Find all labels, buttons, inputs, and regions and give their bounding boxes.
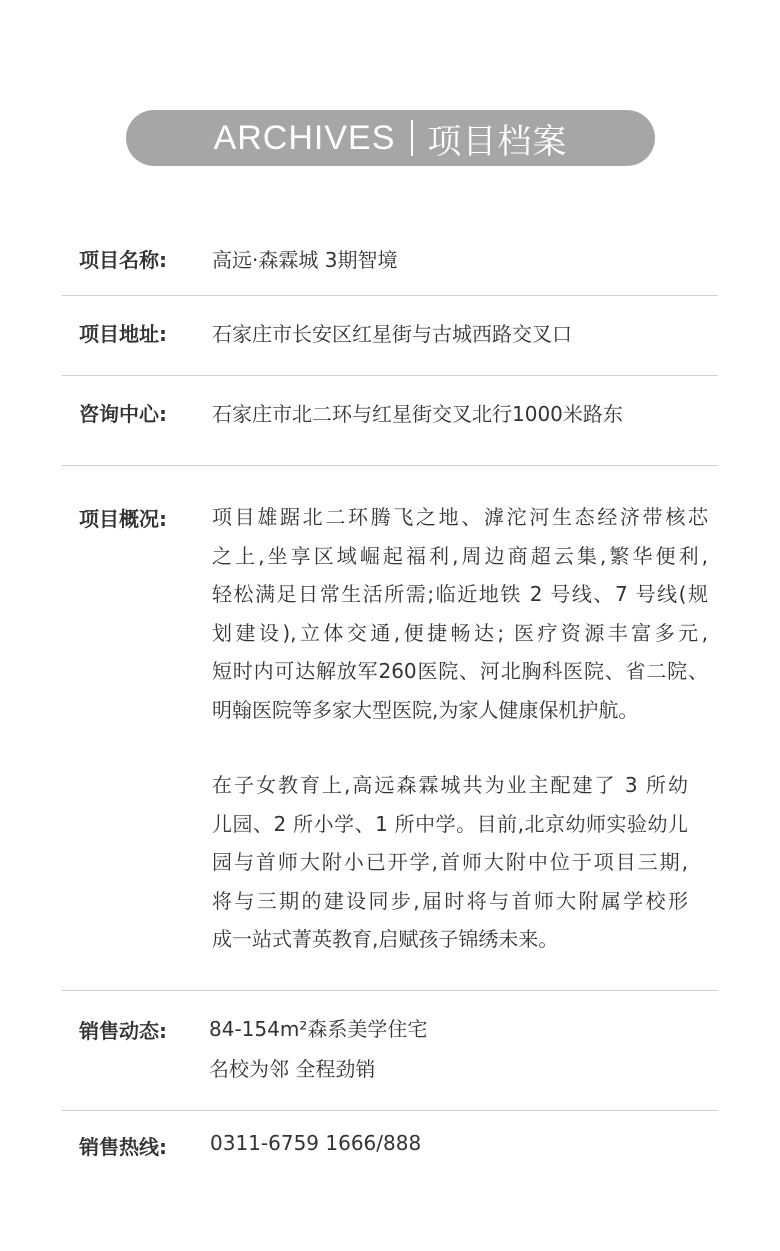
title-english: ARCHIVES (213, 118, 396, 157)
divider (62, 465, 718, 466)
sales-dynamics-value (209, 1009, 427, 1089)
paragraph-line: 短时内可达解放军260医院、河北胸科医院、省二院、 (212, 659, 708, 683)
paragraph-line: 在子女教育上,高远森霖城共为业主配建了 3 所幼 (212, 773, 688, 797)
project-address-label: 项目地址: (79, 322, 167, 346)
divider (62, 375, 718, 376)
paragraph-line: 项目雄踞北二环腾飞之地、滹沱河生态经济带核芯 (212, 505, 708, 529)
divider (62, 990, 718, 991)
project-name-value: 高远·森霖城 3期智境 (212, 248, 398, 272)
sales-dynamics-label: 销售动态: (79, 1019, 167, 1043)
sales-hotline-value[interactable]: 0311-6759 1666/888 (210, 1131, 422, 1155)
archives-title-pill (126, 110, 655, 166)
divider (62, 295, 718, 296)
project-name-label: 项目名称: (79, 248, 167, 272)
paragraph-line: 明翰医院等多家大型医院,为家人健康保机护航。 (212, 697, 639, 722)
sales-line-1: 84-154m²森系美学住宅 (209, 1017, 428, 1041)
overview-paragraph-1 (212, 498, 708, 729)
consult-center-value: 石家庄市北二环与红星街交叉北行1000米路东 (212, 402, 623, 426)
overview-paragraph-2 (212, 766, 688, 959)
row-project-name (62, 244, 718, 274)
paragraph-line: 园与首师大附小已开学,首师大附中位于项目三期, (212, 850, 688, 874)
paragraph-line: 轻松满足日常生活所需;临近地铁 2 号线、7 号线(规 (212, 582, 708, 606)
paragraph-line: 成一站式菁英教育,启赋孩子锦绣未来。 (212, 927, 559, 951)
sales-line-2: 名校为邻 全程劲销 (209, 1057, 376, 1081)
paragraph-line: 划建设),立体交通,便捷畅达; 医疗资源丰富多元, (212, 620, 708, 645)
paragraph-line: 儿园、2 所小学、1 所中学。目前,北京幼师实验幼儿 (212, 811, 688, 836)
paragraph-line: 之上,坐享区域崛起福利,周边商超云集,繁华便利, (212, 543, 708, 568)
title-separator (411, 120, 413, 156)
project-overview-label: 项目概况: (79, 507, 167, 531)
title-chinese: 项目档案 (427, 122, 568, 161)
row-consult-center (62, 398, 718, 428)
project-address-value: 石家庄市长安区红星街与古城西路交叉口 (212, 322, 572, 346)
row-sales-hotline (62, 1131, 718, 1161)
paragraph-line: 将与三期的建设同步,届时将与首师大附属学校形 (212, 888, 688, 913)
sales-hotline-label: 销售热线: (79, 1135, 167, 1159)
row-project-address (62, 318, 718, 348)
divider (62, 1110, 718, 1111)
consult-center-label: 咨询中心: (79, 402, 167, 426)
